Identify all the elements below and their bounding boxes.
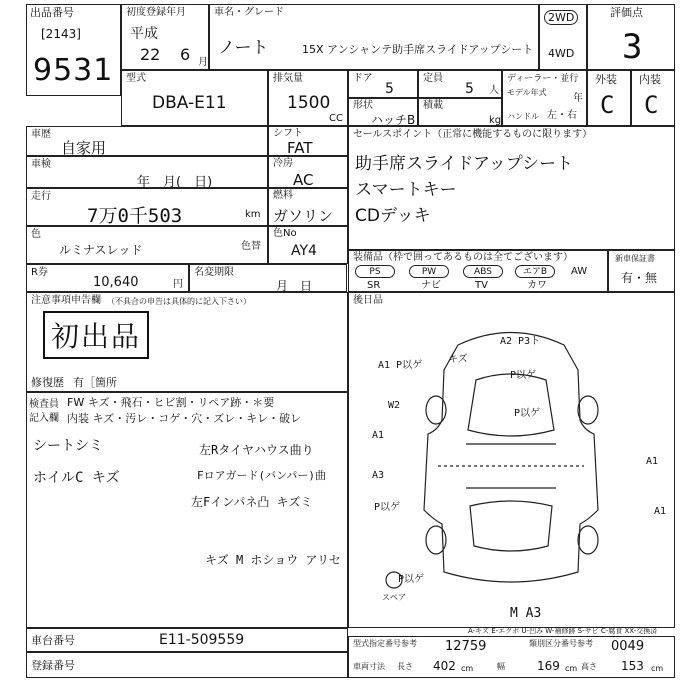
sales-points-box	[348, 126, 675, 250]
length: 402	[433, 659, 456, 673]
damage-mark-11: A1	[654, 506, 667, 517]
sales-point-3: CDデッキ	[355, 206, 431, 226]
damage-mark-2: キズ	[448, 354, 468, 365]
equip-tv: TV	[475, 280, 488, 291]
exterior-label: 外装	[595, 73, 617, 86]
color-label: 色	[31, 229, 41, 240]
drive-box	[539, 4, 587, 70]
inspection: 年 月( 日)	[137, 175, 213, 188]
lot-label: 出品番号	[30, 6, 74, 19]
damage-mark-1: A1 P以ゲ	[378, 360, 423, 371]
reg-month: 6	[180, 45, 191, 64]
equip-ps: PS	[355, 265, 395, 278]
damage-mark-6: A1	[372, 430, 385, 441]
exterior-box	[587, 70, 631, 126]
repair-label: 修復歴	[31, 376, 64, 389]
damage-mark-7: P以ゲ	[514, 408, 541, 419]
score: 3	[622, 27, 643, 67]
doors: 5	[385, 81, 394, 97]
model-box	[209, 4, 539, 70]
model-year-label: モデル年式	[507, 88, 547, 97]
shift: FAT	[287, 139, 313, 156]
equip-airbag: エアB	[515, 265, 555, 278]
dims-label: 車両寸法	[353, 662, 385, 671]
note-left-2: ホイルC キズ	[33, 470, 120, 486]
inspector-row-1: FW キズ・飛石・ヒビ割・リペア跡・＊要	[67, 396, 275, 409]
class-ref-label: 類別区分番号参考	[529, 639, 593, 648]
kg-unit: kg	[489, 115, 502, 126]
km-unit: km	[245, 209, 261, 220]
warranty-box	[608, 250, 675, 292]
rear-window	[470, 501, 552, 551]
length-unit: cm	[461, 664, 474, 673]
color-code-box	[268, 226, 348, 264]
interior-box	[631, 70, 675, 126]
dimensions-box	[348, 636, 675, 678]
equip-navi: ナビ	[421, 280, 441, 291]
lot-box	[26, 4, 121, 96]
score-box	[587, 4, 675, 70]
capacity-unit: 人	[489, 85, 499, 96]
era: 平成	[130, 26, 158, 42]
note-right-3: 左Fインパネ凸 キズミ	[191, 495, 313, 509]
recycle-box	[26, 264, 189, 292]
drive-4wd: 4WD	[548, 47, 575, 60]
color-change-label: 色替	[241, 241, 261, 252]
load-label: 積載	[423, 100, 443, 111]
notices-label: 注意事項申告欄	[31, 295, 101, 306]
inspector-label-2: 記入欄	[29, 413, 59, 424]
handle: 左・右	[547, 110, 577, 121]
damage-mark-13: M A3	[510, 606, 542, 621]
doors-box	[348, 70, 418, 98]
sales-point-2: スマートキー	[355, 180, 457, 200]
wheel-rear-right	[578, 526, 598, 554]
mileage: 7万0千503	[87, 205, 183, 226]
inspection-label: 車検	[31, 159, 51, 170]
model-year-unit: 年	[573, 93, 583, 104]
type: DBA-E11	[152, 93, 227, 113]
shape-label: 形状	[353, 100, 373, 111]
lot-number: 9531	[33, 53, 114, 88]
inspector-box	[26, 392, 348, 628]
displacement-label: 排気量	[273, 73, 303, 84]
model-ref: 12759	[445, 639, 487, 654]
damage-mark-4: P以ゲ	[510, 370, 537, 381]
fuel-label: 燃料	[273, 190, 293, 201]
mileage-label: 走行	[31, 191, 51, 202]
mileage-box	[26, 188, 268, 226]
capacity-label: 定員	[423, 73, 443, 84]
damage-mark-3: A2 P3ト	[500, 336, 541, 347]
shift-box	[268, 126, 348, 156]
doors-label: ドア	[353, 73, 373, 84]
notices-box	[26, 292, 348, 392]
reg-number-label: 登録番号	[31, 659, 75, 672]
color-code-label: 色No	[273, 228, 297, 239]
title-box	[189, 264, 347, 292]
exterior-grade: C	[600, 91, 615, 119]
model-ref-label: 型式指定番号参考	[353, 639, 417, 648]
damage-mark-5: W2	[388, 400, 401, 411]
recycle: 10,640	[93, 275, 139, 290]
color: ルミナスレッド	[59, 243, 143, 257]
model-name-label: 車名・グレード	[214, 7, 284, 18]
damage-mark-8: A3	[372, 470, 385, 481]
chassis-box	[26, 628, 348, 652]
equip-abs: ABS	[463, 265, 503, 278]
damage-legend: A-キズ E-エクボ U-凹み W-補修跡 S-サビ C-腐食 XX-交換済	[468, 627, 658, 635]
chassis-label: 車台番号	[31, 634, 75, 647]
handle-label: ハンドル	[507, 112, 539, 121]
reg-year: 22	[140, 45, 161, 64]
first-reg-box	[121, 4, 209, 70]
notices-sub: （不具合の申告は具体的に記入下さい）	[107, 297, 251, 306]
spare-label: スペア	[382, 593, 406, 602]
inspection-box	[26, 156, 268, 188]
equipment-box	[348, 250, 608, 292]
damage-mark-10: A1	[646, 456, 659, 467]
sales-points-label: セールスポイント（正常に機能するものに限ります）	[353, 129, 593, 140]
note-right-4: キズ M ホショウ アリセ	[205, 553, 341, 567]
usage-label: 車歴	[31, 129, 51, 140]
chassis-number: E11-509559	[159, 632, 245, 648]
color-code: AY4	[291, 243, 317, 259]
warranty-label: 新車保証書	[615, 254, 655, 263]
equip-aw: AW	[571, 266, 588, 277]
inspector-row-2: 内装 キズ・汚レ・コゲ・穴・ズレ・キレ・破レ	[67, 412, 302, 425]
type-box	[121, 70, 268, 126]
first-listing-stamp: 初出品	[43, 311, 149, 359]
warranty: 有・無	[621, 271, 658, 285]
shape: ハッチB	[371, 113, 416, 126]
first-reg-label: 初度登録年月	[126, 7, 186, 18]
wheel-front-right	[578, 396, 598, 424]
capacity: 5	[465, 81, 474, 97]
drive-2wd: 2WD	[544, 10, 578, 25]
equipment-label: 装備品（枠で囲ってあるものは全てございます）	[353, 252, 573, 263]
equip-sr: SR	[367, 280, 381, 291]
score-label: 評価点	[610, 6, 643, 19]
equip-pw: PW	[409, 265, 449, 278]
dealer-label: ディーラー・並行	[507, 74, 579, 84]
grade: 15X アンシャンテ助手席スライドアップシート	[302, 43, 534, 56]
width-unit: cm	[565, 664, 578, 673]
windshield	[468, 374, 554, 436]
title-date: 月 日	[276, 279, 313, 292]
type-label: 型式	[126, 73, 146, 84]
recycle-label: R券	[31, 267, 48, 278]
length-label: 長さ	[397, 662, 413, 671]
model-name: ノート	[218, 38, 269, 58]
note-right-2: Fロアガード(バンパー)曲	[197, 469, 326, 482]
recycle-unit: 円	[173, 279, 183, 290]
month-unit: 月	[198, 57, 208, 68]
diagram-label: 後日品	[353, 295, 383, 306]
usage-box	[26, 126, 268, 156]
fuel: ガソリン	[273, 207, 334, 225]
usage: 自家用	[61, 139, 107, 156]
title-label: 名変期限	[194, 267, 234, 278]
note-right-1: 左Rタイヤハウス曲り	[199, 443, 314, 457]
equip-leather: カワ	[527, 280, 547, 291]
inspector-label-1: 検査員	[29, 399, 59, 410]
height-label: 高さ	[581, 662, 597, 671]
damage-mark-12: P以ゲ	[398, 574, 425, 585]
dealer-box	[502, 70, 587, 126]
car-diagram	[348, 310, 675, 610]
width: 169	[537, 659, 560, 673]
damage-mark-9: P以ゲ	[374, 502, 401, 513]
displacement: 1500	[287, 93, 331, 113]
ac: AC	[293, 171, 314, 188]
load-box	[418, 98, 502, 126]
reg-number-box	[26, 652, 348, 678]
ac-label: 冷房	[273, 158, 293, 169]
repair-value: 有［箇所	[73, 376, 117, 389]
shift-label: シフト	[273, 128, 303, 139]
color-box	[26, 226, 268, 264]
height-unit: cm	[651, 664, 664, 673]
interior-label: 内装	[639, 73, 661, 86]
note-left-1: シートシミ	[33, 438, 103, 454]
height: 153	[621, 659, 644, 673]
capacity-box	[418, 70, 502, 98]
interior-grade: C	[644, 91, 659, 119]
ac-box	[268, 156, 348, 188]
cc-unit: CC	[329, 113, 343, 124]
displacement-box	[268, 70, 348, 126]
shape-box	[348, 98, 418, 126]
width-label: 幅	[497, 662, 505, 671]
lot-sub: [2143]	[41, 27, 81, 41]
fuel-box	[268, 188, 348, 226]
class-ref: 0049	[611, 639, 645, 654]
sales-point-1: 助手席スライドアップシート	[355, 154, 574, 174]
